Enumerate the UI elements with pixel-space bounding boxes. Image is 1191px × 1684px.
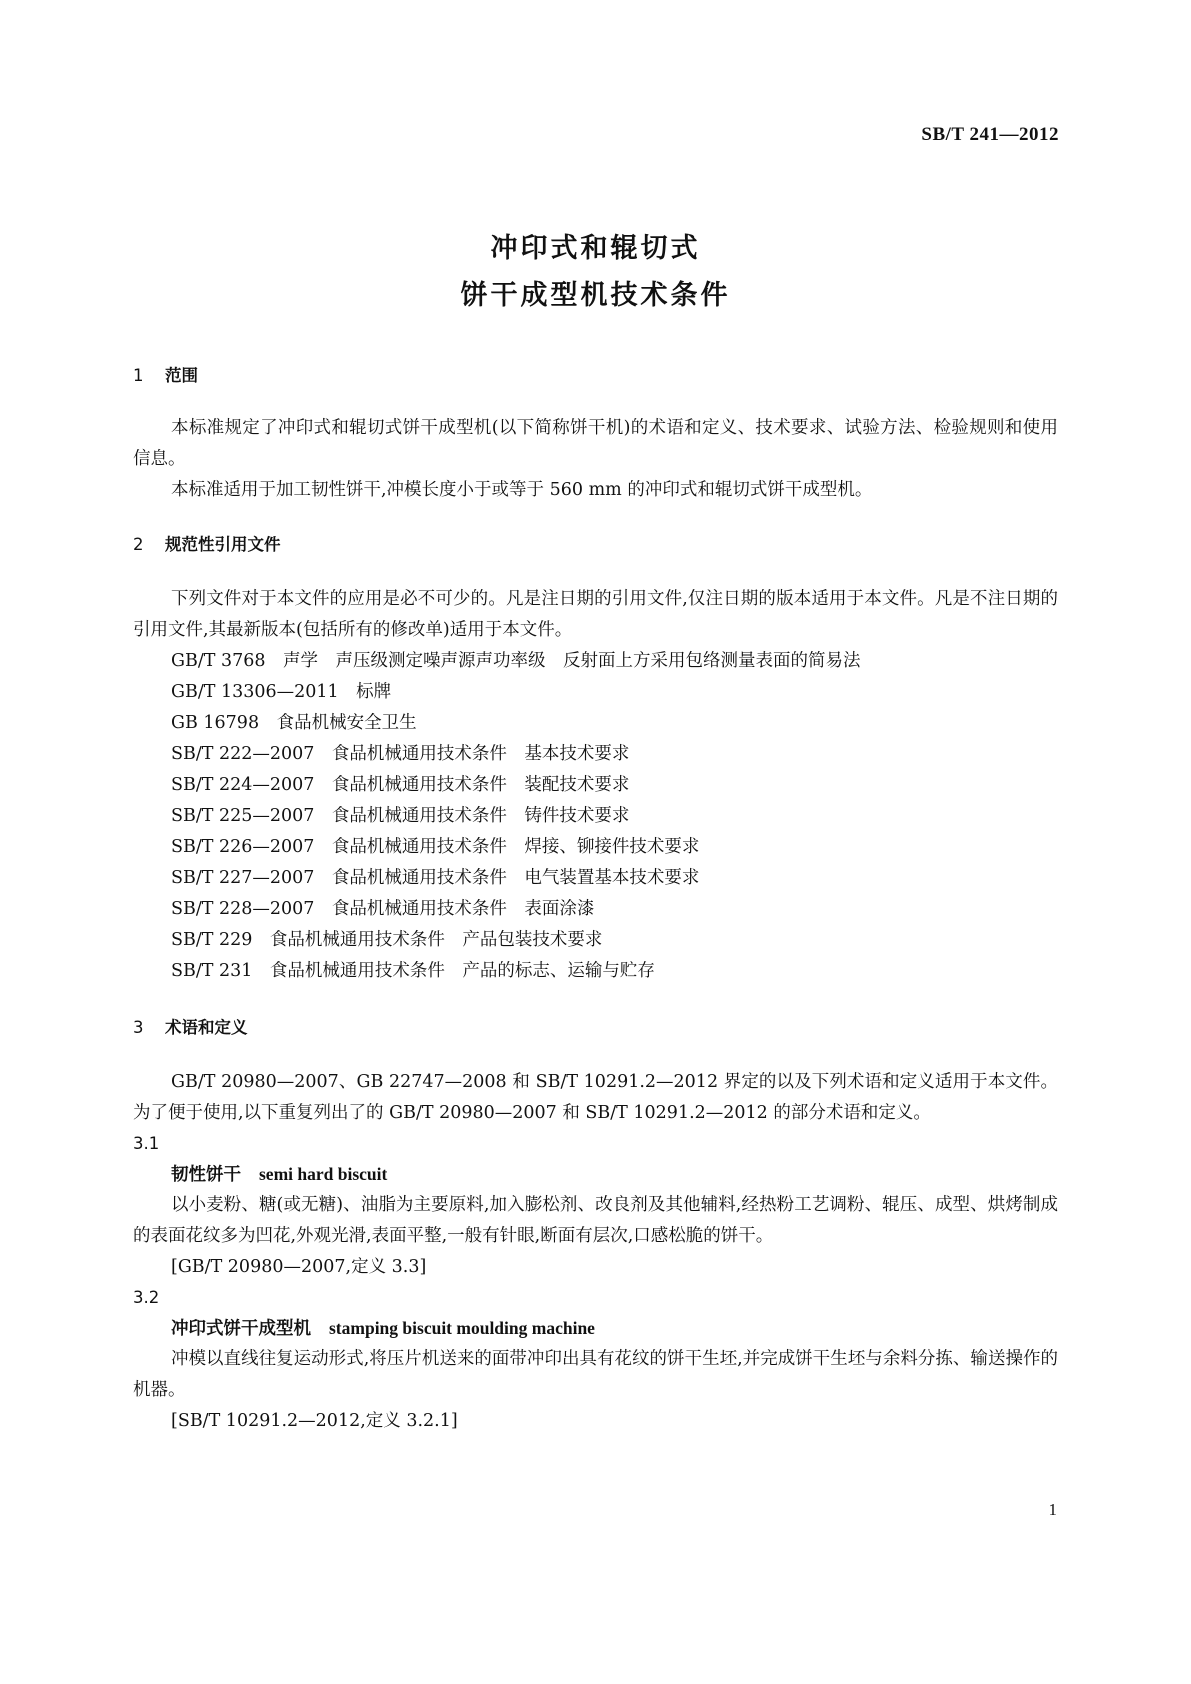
document-title [0,225,1191,319]
reference-item: SB/T 231 食品机械通用技术条件 产品的标志、运输与贮存 [171,961,655,981]
section-number: 2 [133,535,144,554]
reference-item: SB/T 225—2007 食品机械通用技术条件 铸件技术要求 [171,806,630,826]
reference-item: GB/T 13306—2011 标牌 [171,682,392,702]
reference-item: SB/T 224—2007 食品机械通用技术条件 装配技术要求 [171,775,630,795]
reference-item: SB/T 229 食品机械通用技术条件 产品包装技术要求 [171,930,603,950]
term-source: [SB/T 10291.2—2012,定义 3.2.1] [171,1411,458,1431]
page-number: 1 [1048,1500,1057,1519]
term-definition: 以小麦粉、糖(或无糖)、油脂为主要原料,加入膨松剂、改良剂及其他辅料,经热粉工艺调粉、辊压、成型、烘烤制成的表面花纹多为凹花,外观光滑,表面平整,一般有针眼,断面有层次,口感松脆的饼干。 [133,1195,1058,1246]
section-3-heading [133,1017,1058,1039]
term-chinese: 冲印式饼干成型机 [171,1319,311,1339]
paragraph: 本标准适用于加工韧性饼干,冲模长度小于或等于 560 mm 的冲印式和辊切式饼干成型机。 [171,480,873,500]
reference-item: GB 16798 食品机械安全卫生 [171,713,417,733]
paragraph: GB/T 20980—2007、GB 22747—2008 和 SB/T 10291.2—2012 界定的以及下列术语和定义适用于本文件。为了便于使用,以下重复列出了的 GB/T 20980—2007 和 SB/T 10291.2—2012 的部分术语和定义。 [133,1072,1058,1123]
term-entry [133,1313,1058,1344]
term-english: semi hard biscuit [259,1164,388,1184]
section-number: 1 [133,366,144,385]
section-1-heading [133,365,1058,387]
clause-number: 3.1 [133,1134,160,1153]
standard-code: SB/T 241—2012 [921,124,1059,145]
section-2-heading [133,534,1058,556]
title-line-2: 饼干成型机技术条件 [460,280,731,311]
section-number: 3 [133,1018,144,1037]
reference-item: SB/T 226—2007 食品机械通用技术条件 焊接、铆接件技术要求 [171,837,700,857]
title-line-1: 冲印式和辊切式 [490,233,701,264]
term-chinese: 韧性饼干 [171,1165,241,1185]
clause-number: 3.2 [133,1288,160,1307]
term-definition: 冲模以直线往复运动形式,将压片机送来的面带冲印出具有花纹的饼干生坯,并完成饼干生坯与余料分拣、输送操作的机器。 [133,1349,1058,1400]
document-body [133,365,1058,1437]
term-entry [133,1159,1058,1190]
reference-item: SB/T 227—2007 食品机械通用技术条件 电气装置基本技术要求 [171,868,700,888]
section-title: 术语和定义 [165,1018,248,1037]
section-title: 规范性引用文件 [165,535,281,554]
reference-item: SB/T 222—2007 食品机械通用技术条件 基本技术要求 [171,744,630,764]
paragraph: 本标准规定了冲印式和辊切式饼干成型机(以下简称饼干机)的术语和定义、技术要求、试验方法、检验规则和使用信息。 [133,418,1058,469]
reference-item: SB/T 228—2007 食品机械通用技术条件 表面涂漆 [171,899,595,919]
term-source: [GB/T 20980—2007,定义 3.3] [171,1257,427,1277]
paragraph: 下列文件对于本文件的应用是必不可少的。凡是注日期的引用文件,仅注日期的版本适用于本文件。凡是不注日期的引用文件,其最新版本(包括所有的修改单)适用于本文件。 [133,589,1058,640]
term-english: stamping biscuit moulding machine [329,1318,595,1338]
reference-item: GB/T 3768 声学 声压级测定噪声源声功率级 反射面上方采用包络测量表面的简易法 [171,651,861,671]
section-title: 范围 [165,366,198,385]
